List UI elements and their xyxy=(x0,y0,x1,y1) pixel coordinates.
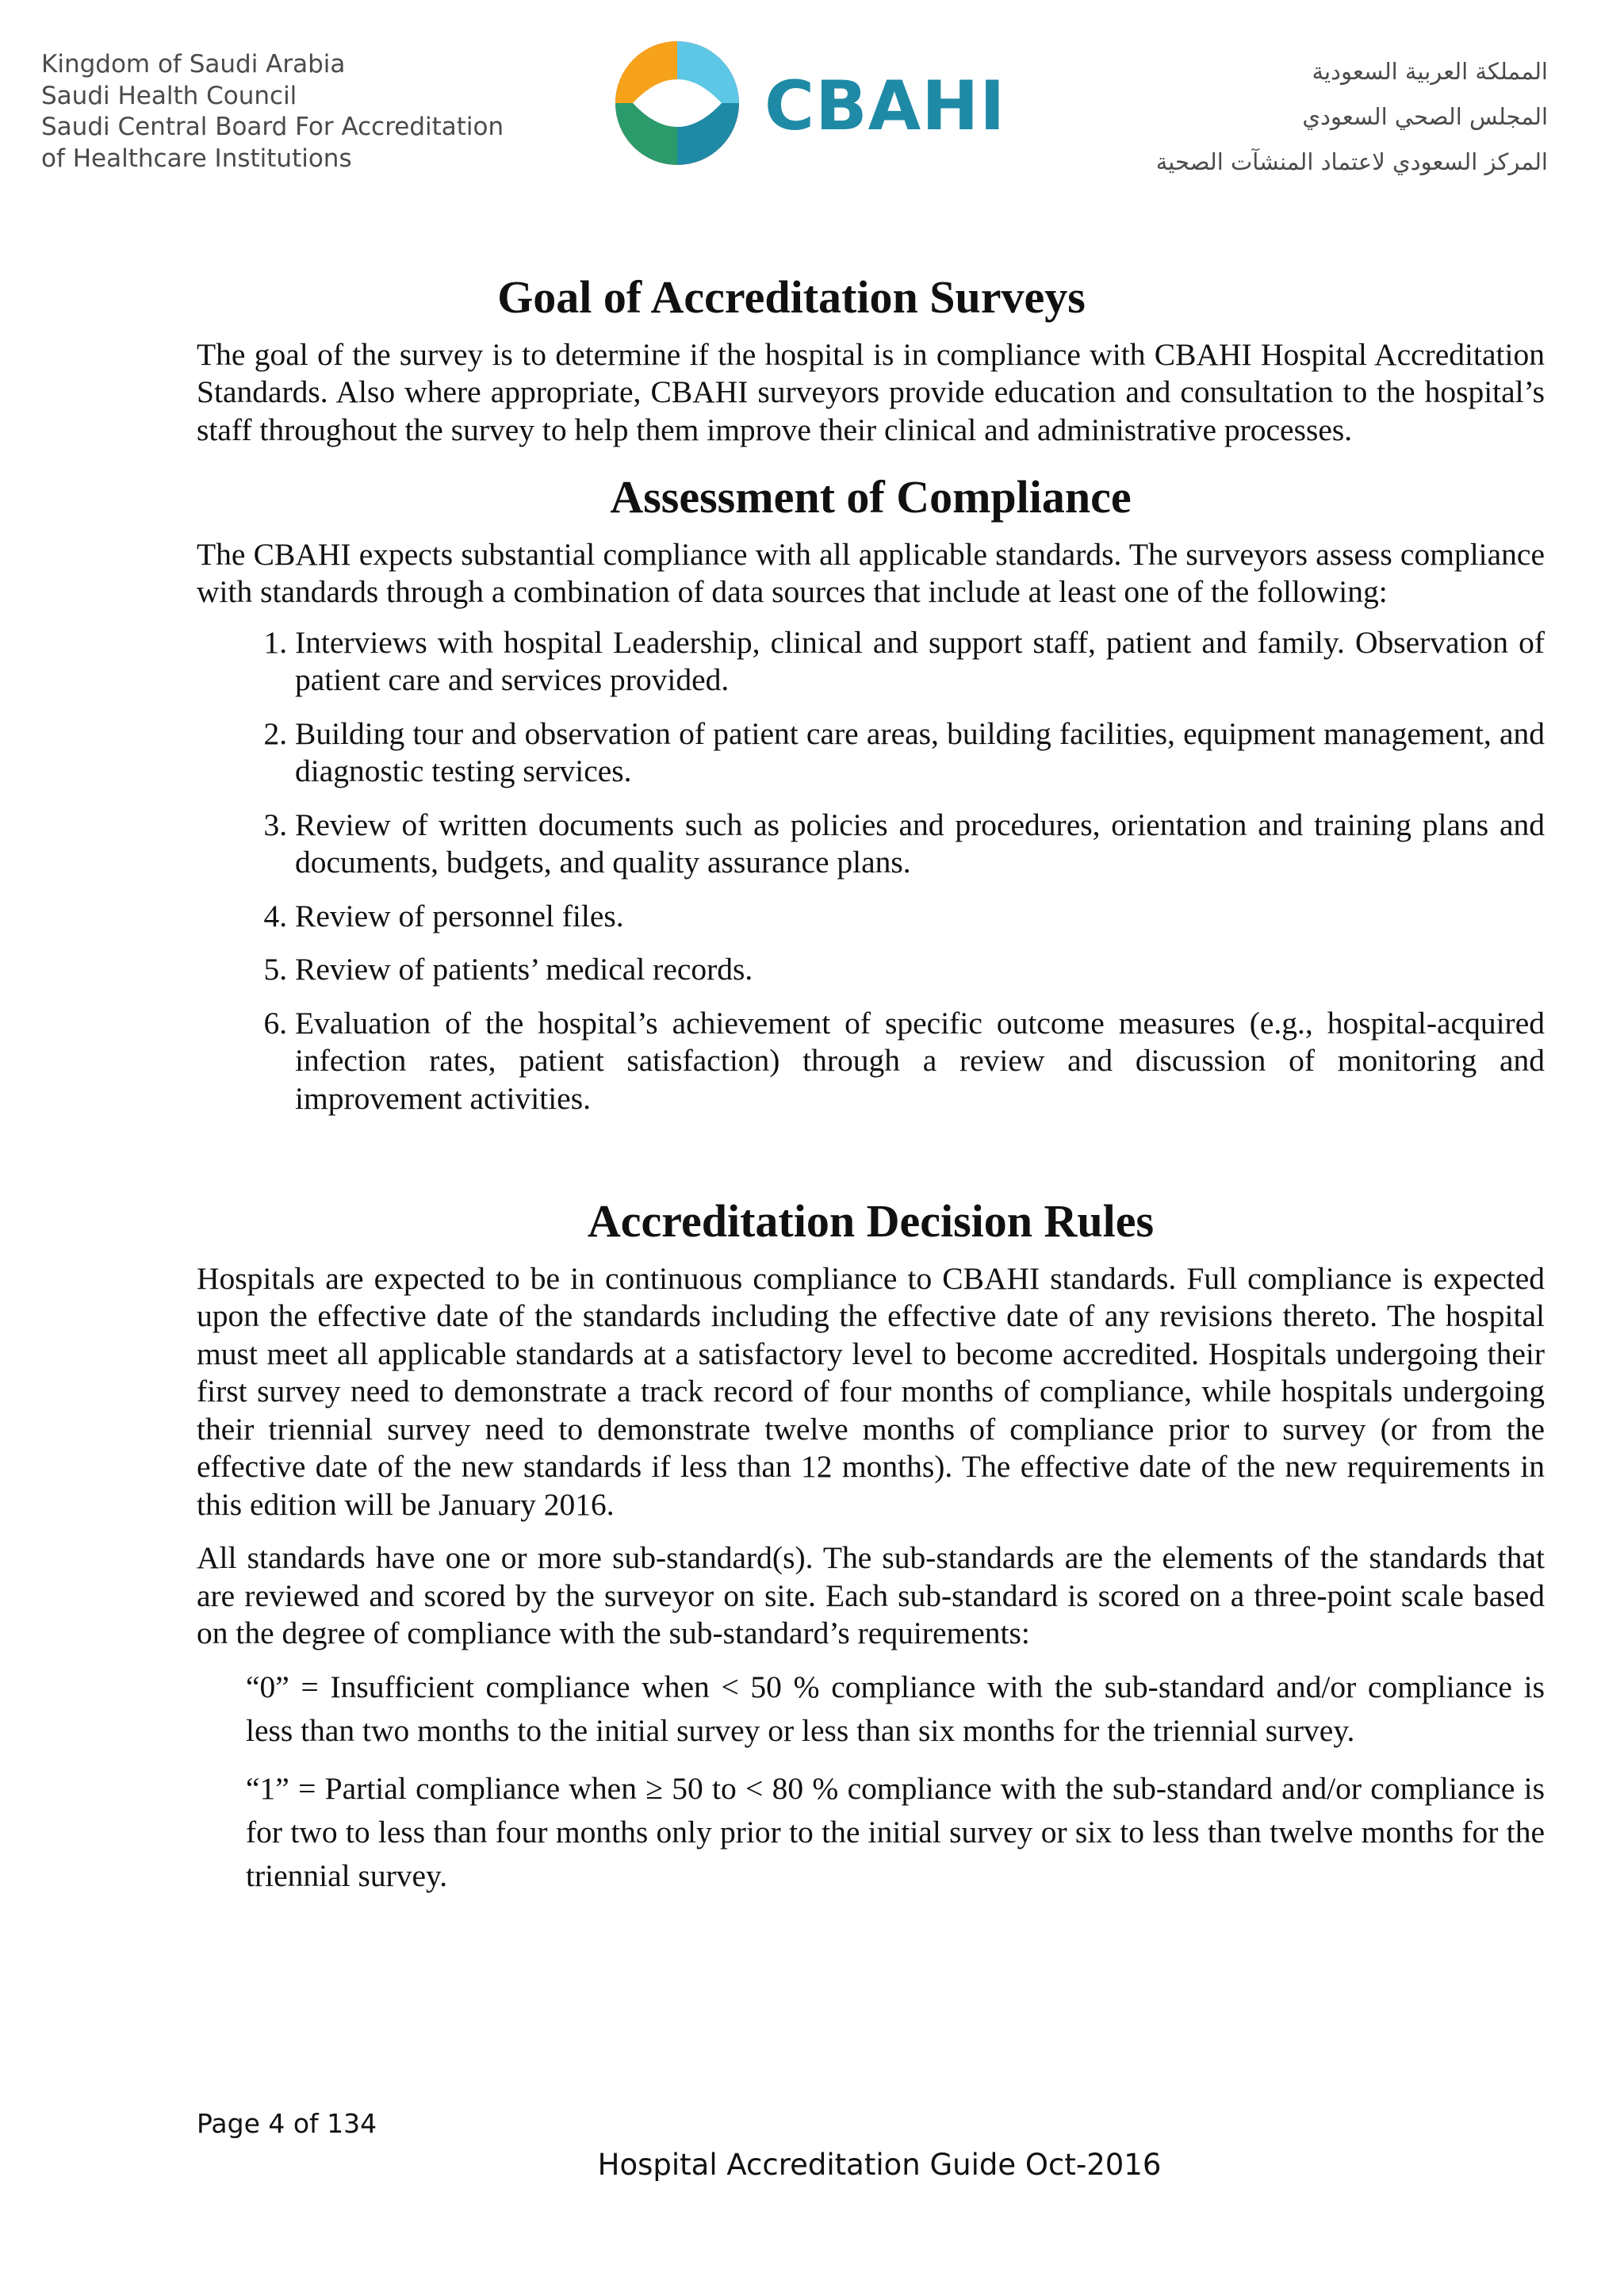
score-zero-definition: “0” = Insufficient compliance when < 50 % compliance with the sub-standard and/or compliance is less than two months to the initial survey or less than six months for the triennial survey. xyxy=(246,1669,1545,1748)
goal-heading: Goal of Accreditation Surveys xyxy=(497,271,1086,323)
header-arabic-line-1: المملكة العربية السعودية xyxy=(1312,58,1548,85)
list-item: 4. Review of personnel files. xyxy=(295,898,1545,936)
cbahi-logo xyxy=(609,40,1021,167)
rules-paragraph-2: All standards have one or more sub-standard(s). The sub-standards are the elements of the standards that are reviewed and scored by the surveyor on site. Each sub-standard is scored on a three-point scale based on the degree of compliance with the sub-standard’s requirements: xyxy=(197,1540,1545,1651)
score-one-definition: “1” = Partial compliance when ≥ 50 to < 80 % compliance with the sub-standard and/or compliance is for two to less than four months only prior to the initial survey or six to less than twelve months for the triennial survey. xyxy=(246,1770,1545,1893)
header-arabic-line-3: المركز السعودي لاعتماد المنشآت الصحية xyxy=(1155,148,1548,175)
main-content xyxy=(197,270,1545,1898)
list-item: 3. Review of written documents such as policies and procedures, orientation and training plans and documents, budgets, and quality assurance plans. xyxy=(295,807,1545,882)
header-english-org xyxy=(41,49,533,174)
header-arabic-line-2: المجلس الصحي السعودي xyxy=(1302,103,1548,130)
list-item: 6. Evaluation of the hospital’s achievement of specific outcome measures (e.g., hospital-acquired infection rates, patient satisfaction) through a review and discussion of monitoring and improvement activities. xyxy=(295,1005,1545,1118)
list-item: 2. Building tour and observation of patient care areas, building facilities, equipment management, and diagnostic testing services. xyxy=(295,715,1545,791)
cbahi-logo-icon xyxy=(609,40,752,167)
header-line-2: Saudi Health Council xyxy=(41,81,297,110)
header-line-3: Saudi Central Board For Accreditation xyxy=(41,113,504,141)
footer-guide-text: Hospital Accreditation Guide Oct-2016 xyxy=(597,2148,1162,2182)
header-arabic-org xyxy=(1056,49,1548,185)
header-line-4: of Healthcare Institutions xyxy=(41,144,352,173)
goal-paragraph: The goal of the survey is to determine if the hospital is in compliance with CBAHI Hospital Accreditation Standards. Also where appropriate, CBAHI surveyors provide education and consultation to the hospital’s staff throughout the survey to help them improve their clinical and administrative processes. xyxy=(197,336,1545,447)
list-item: 1. Interviews with hospital Leadership, clinical and support staff, patient and family. Observation of patient care and services provided. xyxy=(295,624,1545,700)
assessment-paragraph: The CBAHI expects substantial compliance with all applicable standards. The surveyors assess compliance with standards through a combination of data sources that include at least one of the following: xyxy=(197,536,1545,610)
rules-heading: Accreditation Decision Rules xyxy=(587,1195,1155,1248)
list-item: 5. Review of patients’ medical records. xyxy=(295,951,1545,989)
header-line-1: Kingdom of Saudi Arabia xyxy=(41,50,346,79)
cbahi-logo-text: CBAHI xyxy=(764,67,1006,146)
assessment-heading: Assessment of Compliance xyxy=(610,471,1132,523)
data-sources-list xyxy=(197,624,1545,1118)
page-number: Page 4 of 134 xyxy=(197,2108,377,2139)
rules-paragraph-1: Hospitals are expected to be in continuous compliance to CBAHI standards. Full compliance is expected upon the effective date of the standards including the effective date of any revisions thereto. The hospital must meet all applicable standards at a satisfactory level to become accredited. Hospitals undergoing their first survey need to demonstrate a track record of four months of compliance, while hospitals undergoing their triennial survey need to demonstrate twelve months of compliance prior to survey (or from the effective date of the new standards if less than 12 months). The effective date of the new requirements in this edition will be January 2016. xyxy=(197,1260,1545,1522)
footer-guide-title xyxy=(0,2148,1624,2182)
